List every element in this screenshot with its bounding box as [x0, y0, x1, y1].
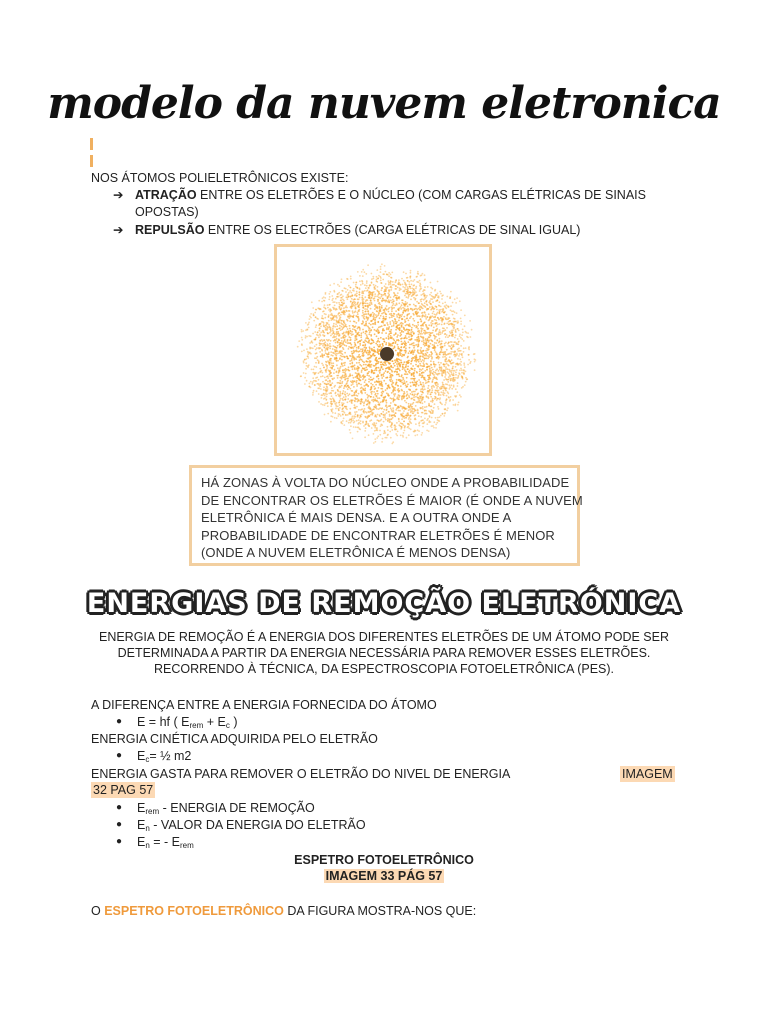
- note-box: [189, 465, 583, 566]
- image-ref-32-page: 32 PAG 57: [93, 783, 154, 797]
- electron-cloud-image: [277, 247, 489, 453]
- image-ref-32: IMAGEM: [622, 767, 673, 781]
- last-line: O ESPETRO FOTOELETRÔNICO DA FIGURA MOSTRA-NOS QUE:: [91, 904, 477, 918]
- cursor-marker: [90, 155, 93, 167]
- repulsion-label: REPULSÃO: [135, 223, 205, 237]
- arrow-icon: ➔: [113, 223, 124, 237]
- bullet-icon: ●: [116, 836, 123, 847]
- intro-text: NOS ÁTOMOS POLIELETRÔNICOS EXISTE:: [91, 171, 349, 185]
- bullet-icon: ●: [116, 716, 123, 727]
- note-line: ELETRÔNICA É MAIS DENSA. E A OUTRA ONDE A: [201, 510, 512, 525]
- spectrum-term: ESPETRO FOTOELETRÔNICO: [104, 904, 284, 918]
- note-line: (ONDE A NUVEM ELETRÔNICA É MENOS DENSA): [201, 545, 511, 560]
- document-page: modelo da nuvem eletronica NOS ÁTOMOS POLIELETRÔNICOS EXISTE: ➔ ATRAÇÃO ENTRE OS ELETRÕES E O NÚCLEO (COM CARGAS ELÉTRICAS DE SINAIS OPOSTAS) ➔ REPULSÃO ENTRE OS ELECTRÕES (CARGA ELÉTRICAS DE SINAL IGUAL) HÁ ZONAS À VOLTA DO NÚCLEO ONDE A PROBABILIDADE DE ENCONTRAR OS ELETRÕES É MAIOR (É ONDE A NUVEM ELETRÔNICA É MAIS DENSA. E A OUTRA ONDE A PROBABILIDADE DE ENCONTRAR ELETRÕES É MENOR (ONDE A NUVEM ELETRÔNICA É MENOS DENSA) ENERGIAS DE REMOÇÃO ELETRÓNICA ENERGIA DE REMOÇÃO É A ENERGIA DOS DIFERENTES ELETRÕES DE UM ÁTOMO PODE SER DETERMINADA A PARTIR DA ENERGIA NECESSÁRIA PARA REMOVER ESSES ELETRÕES. RECORRENDO À TÉCNICA, DA ESPECTROSCOPIA FOTOELETRÔNICA (PES). A DIFERENÇA ENTRE A ENERGIA FORNECIDA DO ÁTOMO ● E = hf ( $E_{rem} + E_c$ ) ENERGIA CINÉTICA ADQUIRIDA PELO ELETRÃO ● $E_c=$ ½ m2 ENERGIA GASTA PARA REMOVER O ELETRÃO DO NIVEL DE ENERGIA IMAGEM 32 PAG 57 ● $E_{rem}$ - ENERGIA DE REMOÇÃO ● $E_n$ - VALOR DA ENERGIA DO ELETRÃO ● $E_n$ = - $E_{rem}$ ESPETRO FOTOELETRÔNICO IMAGEM 33 PÁG 57 O ESPETRO FOTOELETRÔNICO DA FIGURA MOSTRA-NOS QUE:: [0, 0, 768, 1024]
- bullet-icon: ●: [116, 819, 123, 830]
- electron-cloud-figure: [274, 244, 492, 456]
- energy-spent-line: ENERGIA GASTA PARA REMOVER O ELETRÃO DO NIVEL DE ENERGIA: [91, 767, 511, 781]
- difference-line: A DIFERENÇA ENTRE A ENERGIA FORNECIDA DO ÁTOMO: [91, 698, 437, 712]
- note-line: PROBABILIDADE DE ENCONTRAR ELETRÕES É MENOR: [201, 527, 555, 543]
- list-item-repulsion: ➔ REPULSÃO ENTRE OS ELECTRÕES (CARGA ELÉTRICAS DE SINAL IGUAL): [113, 223, 581, 237]
- kinetic-line: ENERGIA CINÉTICA ADQUIRIDA PELO ELETRÃO: [91, 732, 378, 746]
- note-line: DE ENCONTRAR OS ELETRÕES É MAIOR (É ONDE A NUVEM: [201, 492, 583, 508]
- list-item-attraction: ➔ ATRAÇÃO ENTRE OS ELETRÕES E O NÚCLEO (COM CARGAS ELÉTRICAS DE SINAIS OPOSTAS): [113, 188, 646, 219]
- bullet-icon: ●: [116, 802, 123, 813]
- note-line: HÁ ZONAS À VOLTA DO NÚCLEO ONDE A PROBABILIDADE: [201, 475, 570, 490]
- paragraph-removal-energy: ENERGIA DE REMOÇÃO É A ENERGIA DOS DIFERENTES ELETRÕES DE UM ÁTOMO PODE SER DETERMINADA A PARTIR DA ENERGIA NECESSÁRIA PARA REMOVER ESSES ELETRÕES. RECORRENDO À TÉCNICA, DA ESPECTROSCOPIA FOTOELETRÔNICA (PES).: [98, 630, 670, 676]
- spectrum-heading: ESPETRO FOTOELETRÔNICO: [294, 853, 474, 867]
- cursor-marker: [90, 138, 93, 150]
- section-title: ENERGIAS DE REMOÇÃO ELETRÓNICA: [86, 588, 682, 619]
- image-ref-33: IMAGEM 33 PÁG 57: [325, 869, 443, 883]
- page-title: modelo da nuvem eletronica: [47, 78, 721, 129]
- arrow-icon: ➔: [113, 188, 124, 202]
- nucleus: [380, 347, 394, 361]
- attraction-label: ATRAÇÃO: [135, 188, 197, 202]
- bullet-icon: ●: [116, 750, 123, 761]
